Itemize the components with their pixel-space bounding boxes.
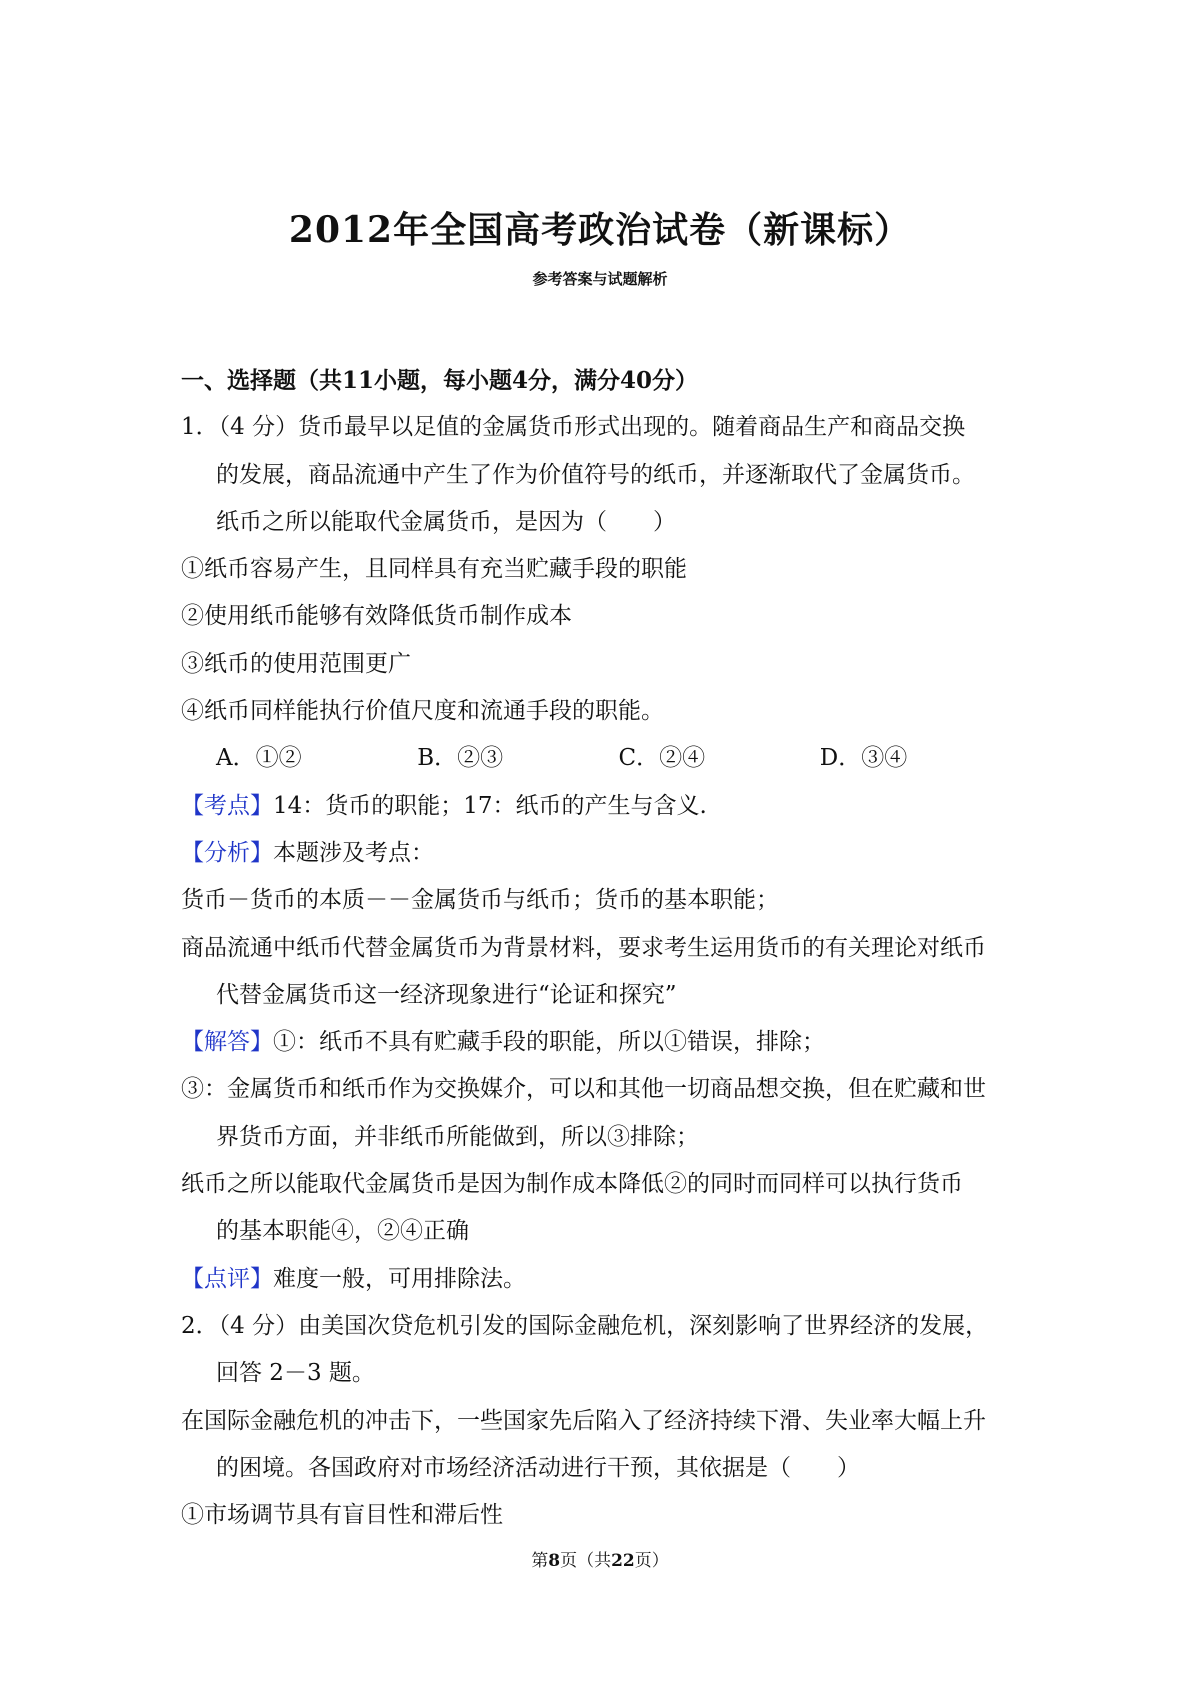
q2-stem-line: 回答 2－3 题。 xyxy=(216,1360,375,1387)
document-body xyxy=(181,357,1021,1539)
dianping-text: 难度一般，可用排除法。 xyxy=(273,1265,526,1292)
footer-total-pages: 22 xyxy=(611,1551,635,1571)
jieda-line: 的基本职能④，②④正确 xyxy=(216,1218,469,1245)
q1-option-d: D．③④ xyxy=(819,745,908,772)
q1-option-c: C．②④ xyxy=(618,745,706,772)
jieda-text: ①：纸币不具有贮藏手段的职能，所以①错误，排除； xyxy=(273,1029,825,1056)
fenxi-text: 本题涉及考点： xyxy=(273,839,434,866)
q1-option-b: B．②③ xyxy=(417,745,504,772)
fenxi-tag: 【分析】 xyxy=(181,839,273,866)
q1-stem-line: 纸币之所以能取代金属货币，是因为（ ） xyxy=(216,508,676,535)
q2-item: ①市场调节具有盲目性和滞后性 xyxy=(181,1502,503,1529)
fenxi-line: 代替金属货币这一经济现象进行“论证和探究” xyxy=(216,981,677,1008)
q2-stem-line: 2．（4 分）由美国次贷危机引发的国际金融危机，深刻影响了世界经济的发展， xyxy=(181,1312,989,1339)
page-subtitle: 参考答案与试题解析 xyxy=(532,270,668,288)
jieda-line: 界货币方面，并非纸币所能做到，所以③排除； xyxy=(216,1123,699,1150)
q1-stem-line: 1．（4 分）货币最早以足值的金属货币形式出现的。随着商品生产和商品交换 xyxy=(181,414,966,441)
q1-option-a: A．①② xyxy=(216,745,302,772)
kaodian-text: 14：货币的职能；17：纸币的产生与含义. xyxy=(273,792,707,819)
q2-stem-line: 的困境。各国政府对市场经济活动进行干预，其依据是（ ） xyxy=(216,1454,860,1481)
jieda-line: ③：金属货币和纸币作为交换媒介，可以和其他一切商品想交换，但在贮藏和世 xyxy=(181,1076,986,1103)
fenxi-line: 货币－货币的本质－－金属货币与纸币；货币的基本职能； xyxy=(181,887,779,914)
q2-stem-line: 在国际金融危机的冲击下，一些国家先后陷入了经济持续下滑、失业率大幅上升 xyxy=(181,1407,986,1434)
q1-item: ②使用纸币能够有效降低货币制作成本 xyxy=(181,603,572,630)
footer-prefix: 第 xyxy=(531,1551,549,1571)
jieda-tag: 【解答】 xyxy=(181,1029,273,1056)
footer-middle: 页（共 xyxy=(560,1551,612,1571)
q1-item: ①纸币容易产生，且同样具有充当贮藏手段的职能 xyxy=(181,556,687,583)
jieda-line: 纸币之所以能取代金属货币是因为制作成本降低②的同时而同样可以执行货币 xyxy=(181,1171,963,1198)
fenxi-line: 商品流通中纸币代替金属货币为背景材料，要求考生运用货币的有关理论对纸币 xyxy=(181,934,986,961)
dianping-tag: 【点评】 xyxy=(181,1265,273,1292)
q1-item: ④纸币同样能执行价值尺度和流通手段的职能。 xyxy=(181,698,664,725)
footer-suffix: 页） xyxy=(634,1551,669,1571)
q1-dianping xyxy=(181,1256,1021,1303)
footer-page-number: 8 xyxy=(548,1551,561,1571)
q1-jieda xyxy=(181,1019,1021,1066)
q1-options xyxy=(181,735,1021,782)
page-title: 2012年全国高考政治试卷（新课标） xyxy=(288,209,912,251)
q1-fenxi xyxy=(181,830,1021,877)
q1-item: ③纸币的使用范围更广 xyxy=(181,650,411,677)
page-footer xyxy=(0,1546,1200,1571)
q1-kaodian xyxy=(181,783,1021,830)
q1-stem-line: 的发展，商品流通中产生了作为价值符号的纸币，并逐渐取代了金属货币。 xyxy=(216,461,975,488)
kaodian-tag: 【考点】 xyxy=(181,792,273,819)
section-heading: 一、选择题（共11小题，每小题4分，满分40分） xyxy=(181,367,699,394)
